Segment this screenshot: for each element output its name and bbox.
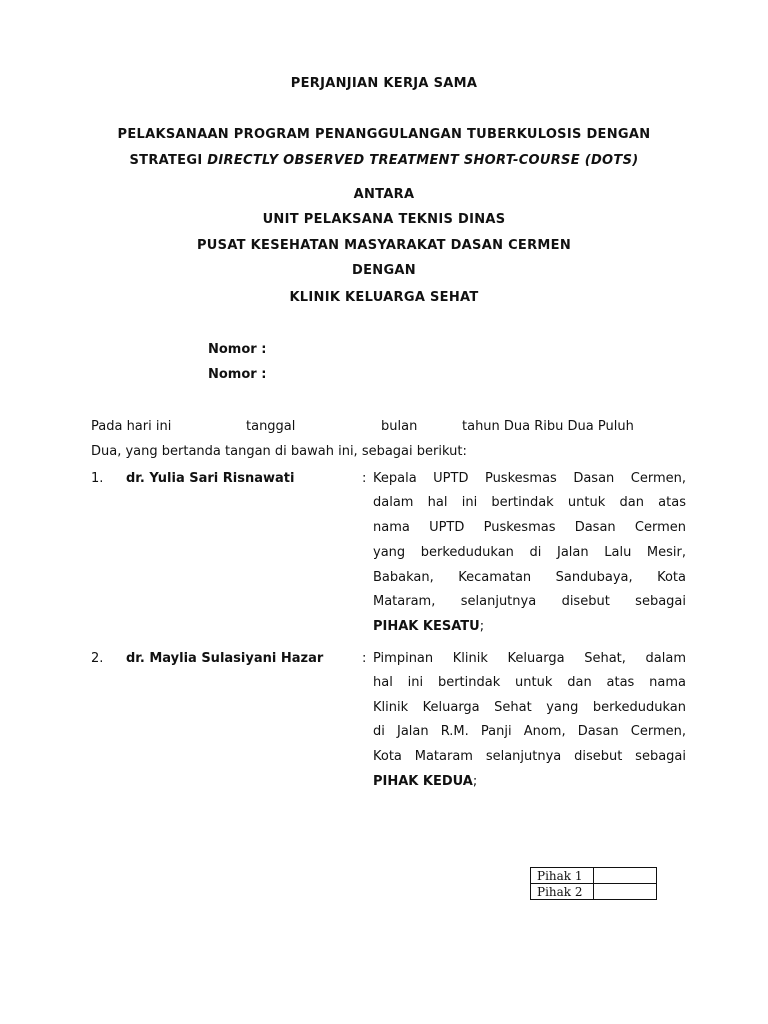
party-2-desc-line-2: hal ini bertindak untuk dan atas nama — [373, 675, 686, 690]
intro-line-2: Dua, yang bertanda tangan di bawah ini, sebagai berikut: — [91, 444, 467, 459]
nomor-label-1: Nomor : — [208, 342, 267, 357]
with-heading: DENGAN — [352, 263, 416, 278]
initials-table — [530, 867, 657, 900]
party-1-role-line — [373, 619, 484, 634]
party-2-role-line — [373, 774, 477, 789]
party-2-role: PIHAK KEDUA — [373, 774, 473, 789]
party-1-desc-line-4: yang berkedudukan di Jalan Lalu Mesir, — [373, 545, 686, 560]
party-2-number: 2. — [91, 651, 104, 666]
party-1-colon: : — [362, 471, 367, 486]
party-1-name: dr. Yulia Sari Risnawati — [126, 471, 295, 486]
party-1-role-end: ; — [479, 619, 485, 634]
first-party-org-line-2: PUSAT KESEHATAN MASYARAKAT DASAN CERMEN — [196, 238, 572, 253]
party-2-colon: : — [362, 651, 367, 666]
subtitle-line-1: PELAKSANAAN PROGRAM PENANGGULANGAN TUBERKULOSIS DENGAN — [117, 127, 651, 142]
initials-label-1: Pihak 1 — [531, 868, 594, 884]
table-row — [531, 884, 657, 900]
nomor-label-2: Nomor : — [208, 367, 267, 382]
subtitle-line-2-plain: STRATEGI — [129, 153, 208, 168]
party-2-role-end: ; — [472, 774, 478, 789]
party-1-desc-line-6: Mataram, selanjutnya disebut sebagai — [373, 594, 686, 609]
second-party-org: KLINIK KELUARGA SEHAT — [289, 290, 479, 305]
party-1-desc-line-1: Kepala UPTD Puskesmas Dasan Cermen, — [373, 471, 686, 486]
party-2-desc-line-5: Kota Mataram selanjutnya disebut sebagai — [373, 749, 686, 764]
party-1-role: PIHAK KESATU — [373, 619, 480, 634]
intro-word-year: tahun Dua Ribu Dua Puluh — [462, 419, 634, 434]
party-2-desc-line-3: Klinik Keluarga Sehat yang berkedudukan — [373, 700, 686, 715]
party-1-desc-line-2: dalam hal ini bertindak untuk dan atas — [373, 495, 686, 510]
initials-box-1 — [594, 868, 657, 884]
party-2-desc-line-1: Pimpinan Klinik Keluarga Sehat, dalam — [373, 651, 686, 666]
intro-word-month: bulan — [381, 419, 418, 434]
party-2-name: dr. Maylia Sulasiyani Hazar — [126, 651, 324, 666]
intro-word-date: tanggal — [246, 419, 296, 434]
initials-label-2: Pihak 2 — [531, 884, 594, 900]
party-1-desc-line-3: nama UPTD Puskesmas Dasan Cermen — [373, 520, 686, 535]
subtitle-line-2-italic: DIRECTLY OBSERVED TREATMENT SHORT-COURSE (DOTS) — [207, 153, 639, 168]
party-1-desc-line-5: Babakan, Kecamatan Sandubaya, Kota — [373, 570, 686, 585]
initials-box-2 — [594, 884, 657, 900]
party-1-number: 1. — [91, 471, 104, 486]
first-party-org-line-1: UNIT PELAKSANA TEKNIS DINAS — [262, 212, 506, 227]
party-2-desc-line-4: di Jalan R.M. Panji Anom, Dasan Cermen, — [373, 724, 686, 739]
table-row — [531, 868, 657, 884]
between-heading: ANTARA — [353, 187, 415, 202]
intro-word-day: Pada hari ini — [91, 419, 172, 434]
document-title: PERJANJIAN KERJA SAMA — [290, 76, 478, 91]
subtitle-line-2 — [0, 153, 768, 168]
